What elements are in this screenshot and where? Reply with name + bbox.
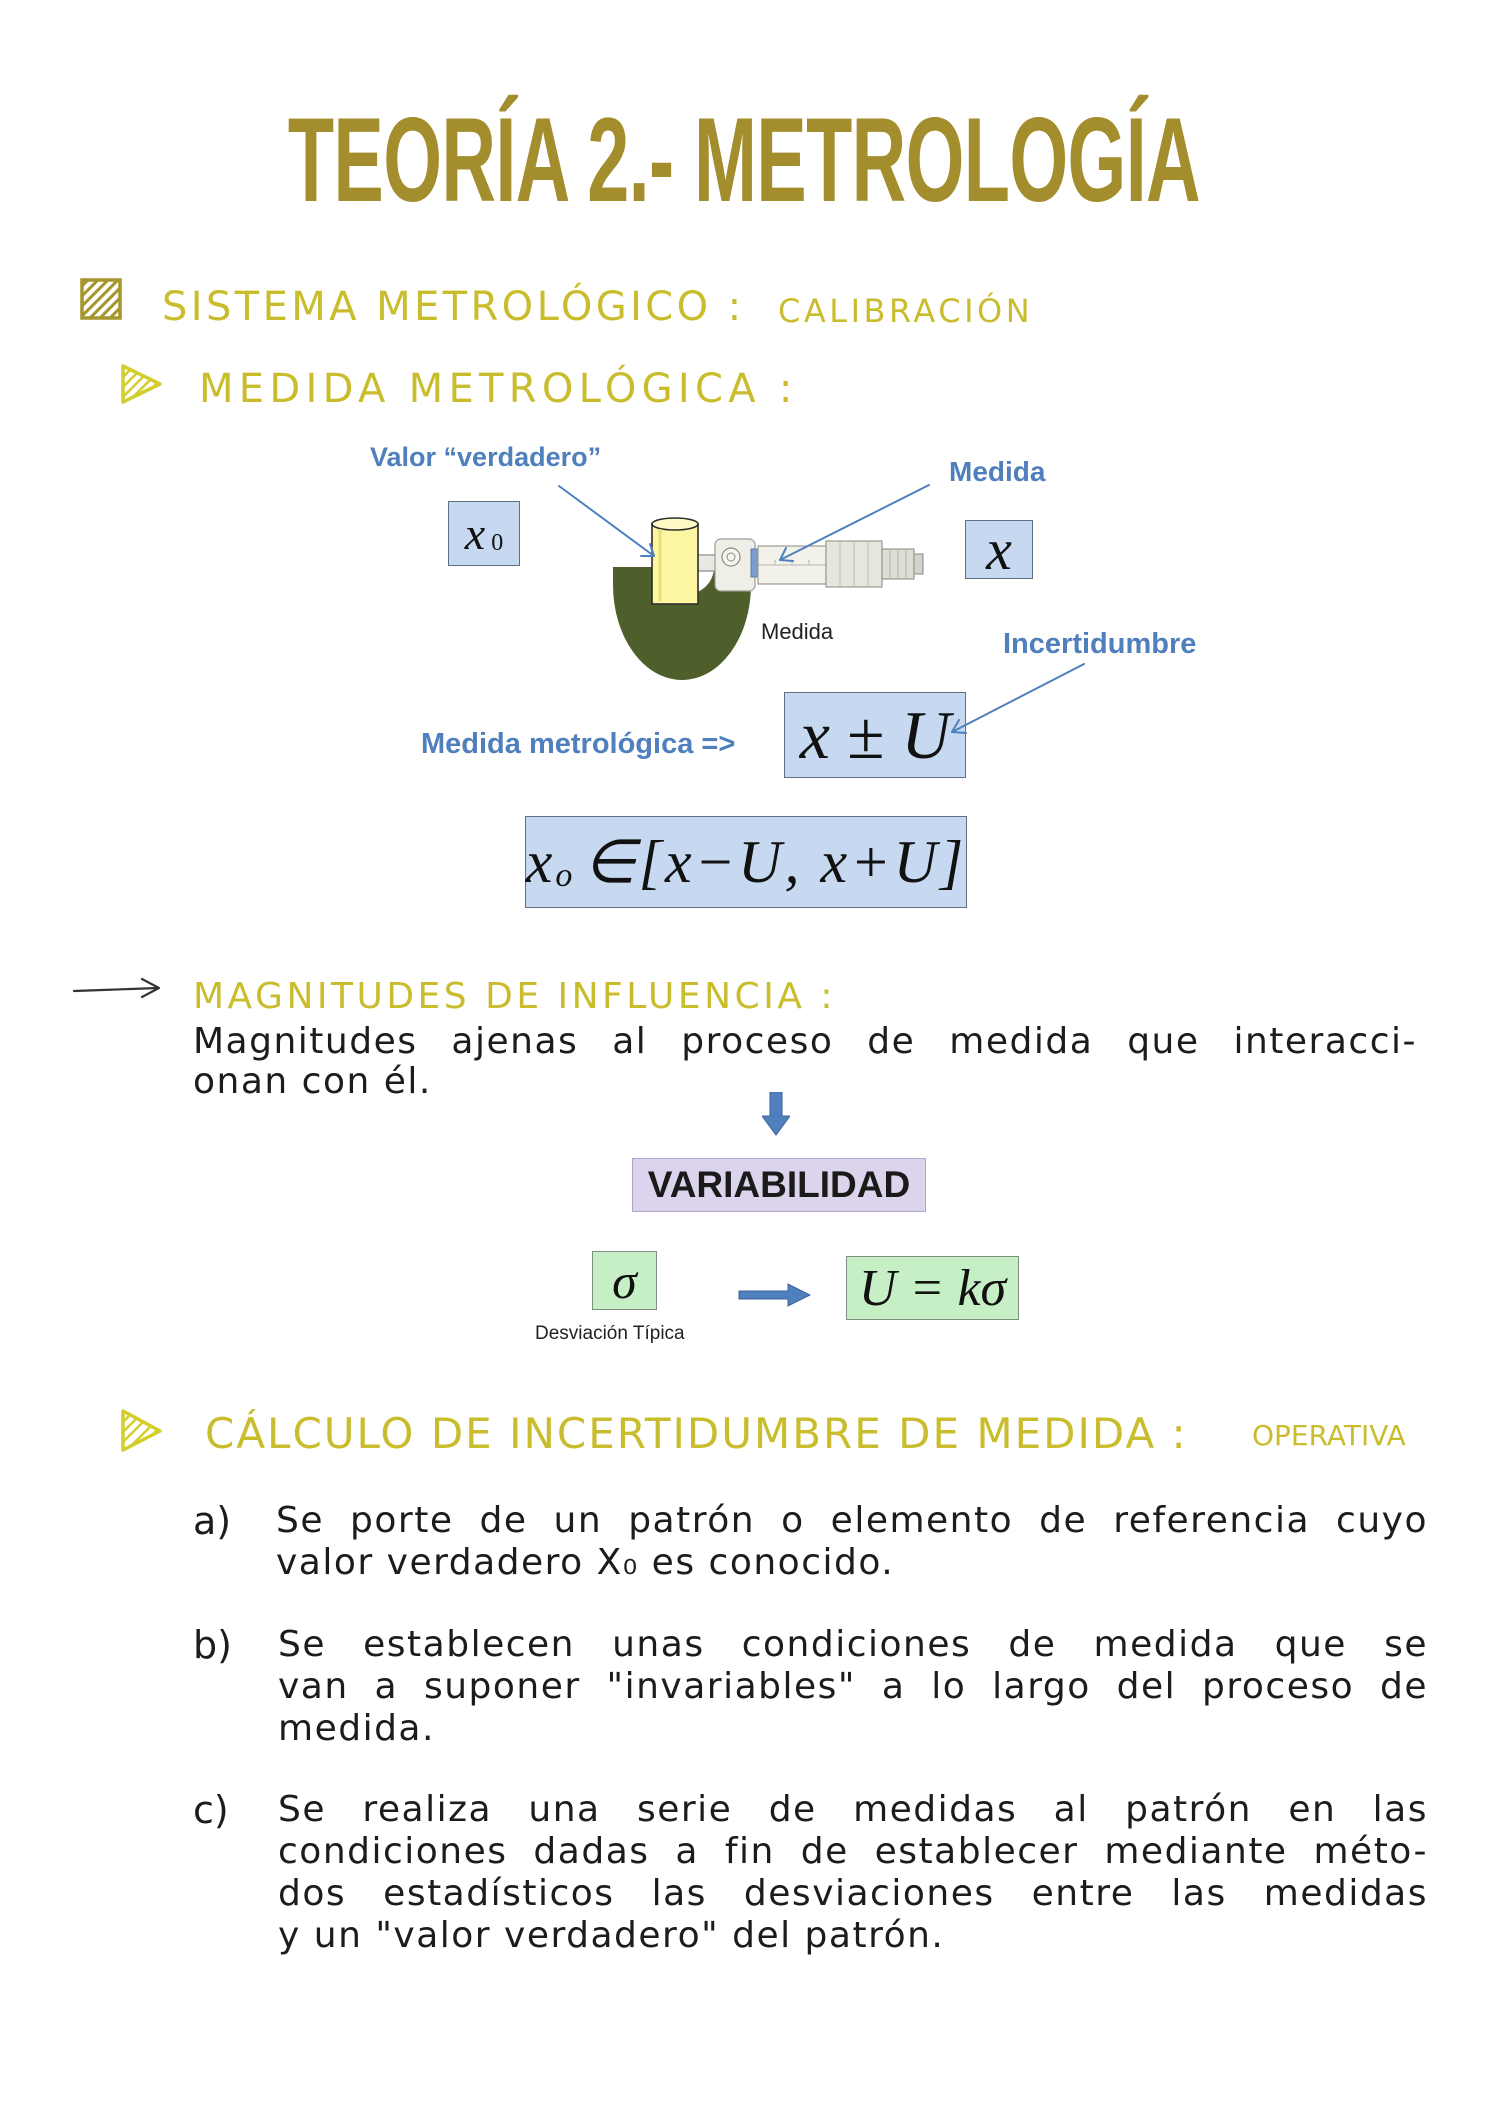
item-c-text	[278, 1789, 1428, 1957]
label-metrological: Medida metrológica =>	[421, 728, 736, 760]
item-a-text	[276, 1500, 1428, 1584]
variability-box: VARIABILIDAD	[632, 1158, 926, 1212]
section-influencia-heading: MAGNITUDES DE INFLUENCIA :	[193, 976, 837, 1017]
box-measure	[965, 517, 1033, 582]
label-uncertainty: Incertidumbre	[1003, 628, 1197, 660]
text-line: condiciones dadas a fin de establecer mediante méto-	[278, 1831, 1428, 1872]
label-measure: Medida	[949, 456, 1046, 487]
uncertainty-formula: U = kσ	[858, 1259, 1007, 1317]
right-arrow-icon	[72, 974, 164, 1006]
title-row	[0, 93, 1488, 227]
section-medida-heading: MEDIDA METROLÓGICA :	[199, 366, 798, 412]
measure-var: x	[986, 517, 1012, 582]
hatched-checkbox-icon	[78, 276, 124, 322]
formula-box	[846, 1256, 1019, 1320]
uncertainty-pointer-arrow	[952, 664, 1084, 733]
text-line: Magnitudes ajenas al proceso de medida que interacci-	[193, 1021, 1417, 1062]
text-line: valor verdadero X₀ es conocido.	[276, 1542, 895, 1583]
sigma-symbol: σ	[612, 1252, 637, 1309]
true-value-sub: 0	[491, 530, 504, 556]
triangle-bullet-icon	[118, 1407, 164, 1454]
result-formula: x ± U	[799, 696, 951, 773]
text-line: y un "valor verdadero" del patrón.	[278, 1915, 945, 1956]
text-line: medida.	[278, 1708, 435, 1749]
down-arrow-icon	[762, 1092, 790, 1136]
section-calculo-subheading: OPERATIVA	[1252, 1419, 1406, 1452]
micrometer-icon	[600, 515, 940, 685]
triangle-bullet-icon	[118, 362, 164, 406]
item-b-text	[278, 1624, 1428, 1750]
item-label-c: c)	[193, 1788, 229, 1832]
item-label-a: a)	[193, 1499, 232, 1543]
interval-rest: ∈[x−U, x+U]	[583, 829, 967, 895]
box-result	[784, 692, 966, 778]
section-calculo-heading: CÁLCULO DE INCERTIDUMBRE DE MEDIDA :	[205, 1409, 1188, 1458]
section-sistema-subheading: CALIBRACIÓN	[778, 292, 1034, 330]
true-value-var: x	[464, 508, 486, 559]
text-line: Se establecen unas condiciones de medida que se	[278, 1624, 1428, 1665]
text-line: van a suponer "invariables" a lo largo del proceso de	[278, 1666, 1428, 1707]
label-micrometer: Medida	[761, 619, 834, 644]
text-line: Se realiza una serie de medidas al patrón en las	[278, 1789, 1428, 1830]
text-line: Se porte de un patrón o elemento de referencia cuyo	[276, 1500, 1428, 1541]
sigma-caption: Desviación Típica	[535, 1323, 685, 1344]
text-line: onan con él.	[193, 1061, 432, 1102]
text-line: dos estadísticos las desviaciones entre las medidas	[278, 1873, 1428, 1914]
label-true-value: Valor “verdadero”	[370, 442, 602, 472]
sigma-box	[592, 1251, 657, 1310]
item-label-b: b)	[193, 1623, 232, 1667]
interval-sub: o	[555, 857, 576, 894]
section-sistema-heading: SISTEMA METROLÓGICO :	[162, 284, 745, 330]
interval-var: x	[525, 828, 556, 895]
right-block-arrow-icon	[738, 1283, 812, 1307]
box-true-value	[448, 501, 520, 566]
page-title: TEORÍA 2.- METROLOGÍA	[287, 93, 1201, 227]
influencia-text	[193, 1022, 1417, 1102]
box-interval	[525, 816, 967, 908]
